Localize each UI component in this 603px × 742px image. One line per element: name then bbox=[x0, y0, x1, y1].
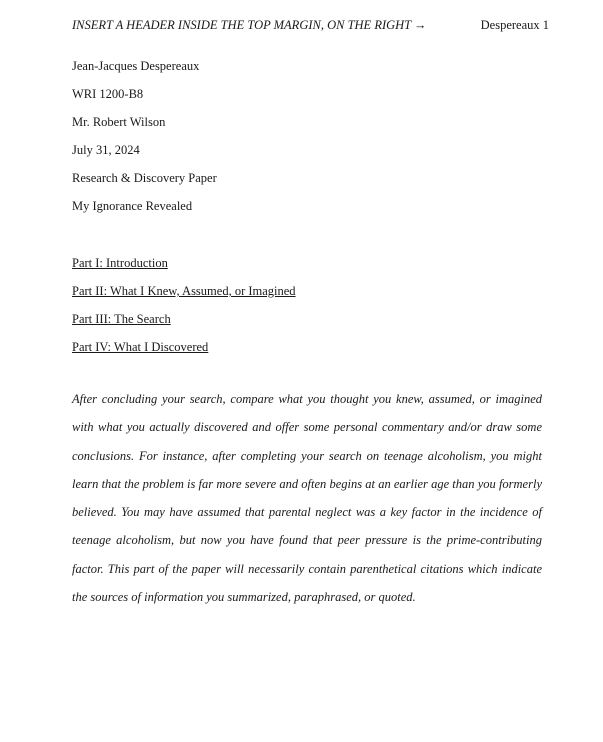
author-name: Jean-Jacques Despereaux bbox=[72, 59, 200, 73]
outline-item-part-1[interactable]: Part I: Introduction bbox=[72, 256, 168, 270]
paper-title: My Ignorance Revealed bbox=[72, 199, 193, 213]
running-head: Despereaux 1 bbox=[480, 18, 549, 32]
mla-heading bbox=[72, 52, 552, 220]
header-instruction-note: INSERT A HEADER INSIDE THE TOP MARGIN, ON THE RIGHT → bbox=[72, 18, 427, 32]
paper-date: July 31, 2024 bbox=[72, 143, 140, 157]
assignment-name: Research & Discovery Paper bbox=[72, 171, 217, 185]
course-code: WRI 1200-B8 bbox=[72, 87, 144, 101]
outline-item-part-2[interactable]: Part II: What I Knew, Assumed, or Imagined bbox=[72, 284, 296, 298]
paper-outline bbox=[72, 249, 552, 361]
instructor-name: Mr. Robert Wilson bbox=[72, 115, 166, 129]
part-4-instructions: After concluding your search, compare what you thought you knew, assumed, or imagined with what you actually discovered and offer some personal commentary and/or draw some conclusions. For instance, after completing your search on teenage alcoholism, you might learn that the problem is far more severe and often begins at an earlier age than you formerly believed. You may have assumed that parental neglect was a key factor in the incidence of teenage alcoholism, but now you have found that peer pressure is the prime-contributing factor. This part of the paper will necessarily contain parenthetical citations which indicate the sources of information you summarized, paraphrased, or quoted. bbox=[72, 392, 542, 605]
outline-item-part-4[interactable]: Part IV: What I Discovered bbox=[72, 340, 209, 354]
outline-item-part-3[interactable]: Part III: The Search bbox=[72, 312, 171, 326]
